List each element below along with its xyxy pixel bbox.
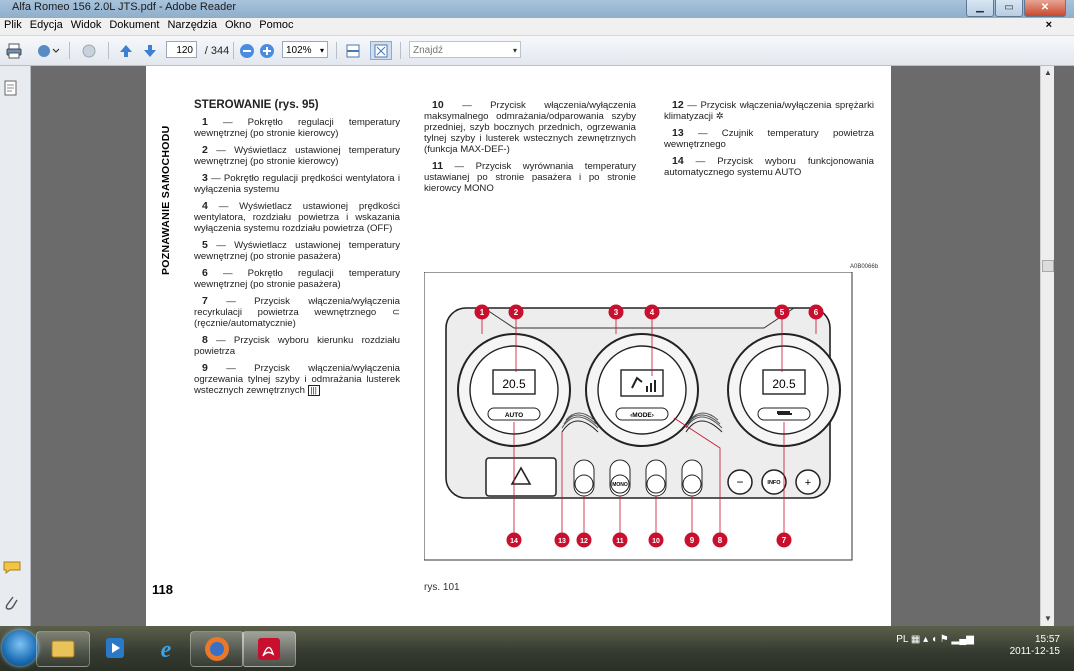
text-column-2 — [424, 100, 636, 200]
mode-button-label: ‹MODE› — [630, 412, 654, 419]
menu-pomoc[interactable]: Pomoc — [259, 19, 294, 31]
menu-dokument[interactable]: Dokument — [109, 19, 160, 31]
find-placeholder: Znajdź — [413, 45, 444, 56]
item-number: 4 — [202, 200, 208, 212]
svg-text:e: e — [160, 637, 172, 663]
callout-6: 6 — [813, 308, 819, 317]
item-number: 14 — [672, 155, 684, 167]
item-number: 5 — [202, 239, 208, 251]
zoom-out-icon[interactable] — [238, 41, 256, 60]
mono-button-label: MONO — [612, 482, 628, 488]
clock-time: 15:57 — [1034, 634, 1060, 645]
menu-widok[interactable]: Widok — [70, 19, 102, 31]
item-text: — Wyświetlacz ustawionej temperatury wewnętrznej (po stronie kierowcy) — [194, 145, 400, 167]
network-signal-icon[interactable]: ▂▄▆ — [951, 634, 974, 645]
keyboard-icon[interactable]: ▦ — [910, 634, 921, 645]
zoom-value: 102% — [286, 45, 312, 56]
previous-page-icon[interactable] — [117, 41, 135, 60]
callout-9: 9 — [689, 536, 695, 545]
start-orb-icon[interactable] — [2, 630, 38, 666]
item-10 — [424, 100, 636, 155]
full-screen-icon[interactable] — [370, 41, 392, 60]
item-text: — Przycisk włączenia/wyłączenia recyrkulacji powietrza wewnętrznego ⊂ (ręcznie/automatycznie) — [194, 296, 400, 329]
volume-icon[interactable]: ◖ — [930, 634, 937, 645]
callout-14: 14 — [510, 538, 518, 545]
media-player-taskbar-button[interactable] — [88, 631, 142, 667]
section-heading: STEROWANIE (rys. 95) — [194, 99, 319, 111]
page-number: 118 — [152, 582, 173, 597]
item-14 — [664, 156, 874, 178]
menu-bar — [0, 18, 1074, 36]
maximize-button[interactable]: ▭ — [995, 0, 1023, 17]
callout-3: 3 — [613, 308, 619, 317]
chevron-down-icon: ▾ — [319, 46, 324, 55]
firefox-icon — [191, 632, 243, 666]
comment-icon[interactable] — [2, 560, 22, 579]
hazard-button — [486, 458, 556, 496]
item-number: 9 — [202, 362, 208, 374]
firefox-taskbar-button[interactable] — [190, 631, 244, 667]
item-11 — [424, 161, 636, 194]
callout-1: 1 — [479, 308, 485, 317]
item-text: — Pokrętło regulacji prędkości wentylatora i wyłączenia systemu — [194, 173, 400, 195]
clock[interactable] — [1010, 634, 1060, 658]
internet-explorer-icon — [140, 631, 192, 665]
text-column-1 — [194, 100, 400, 402]
media-player-icon — [88, 631, 140, 665]
item-number: 10 — [432, 99, 444, 111]
collaborate-icon[interactable] — [78, 41, 100, 60]
item-number: 3 — [202, 172, 208, 184]
page-number-input[interactable]: 120 — [166, 41, 197, 58]
folder-icon — [37, 632, 89, 666]
item-text: — Przycisk włączenia/wyłączenia ogrzewania tylnej szyby i odmrażania lusterek wstecznych zewnętrznych — [194, 363, 400, 396]
figure-code: A0B0066b — [850, 264, 879, 270]
right-temperature-display: 20.5 — [772, 377, 796, 391]
item-number: 11 — [432, 160, 444, 172]
internet-explorer-taskbar-button[interactable] — [140, 631, 194, 667]
item-text: — Pokrętło regulacji temperatury wewnętrznej (po stronie pasażera) — [194, 268, 401, 290]
callout-5: 5 — [779, 308, 785, 317]
toolbar — [0, 36, 1074, 66]
adobe-reader-taskbar-button[interactable] — [242, 631, 296, 667]
share-icon[interactable] — [34, 41, 62, 60]
item-text: — Przycisk wyboru kierunku rozdziału powietrza — [194, 335, 400, 357]
menu-edycja[interactable]: Edycja — [29, 19, 63, 31]
find-input[interactable] — [409, 41, 521, 58]
rear-defrost-icon: ||| — [308, 385, 320, 396]
figure-caption: rys. 101 — [424, 582, 460, 593]
next-page-icon[interactable] — [141, 41, 159, 60]
callout-7: 7 — [781, 536, 787, 545]
window-title: Alfa Romeo 156 2.0L JTS.pdf - Adobe Reader — [12, 1, 237, 13]
item-9 — [194, 363, 400, 396]
item-number: 1 — [202, 116, 208, 128]
clock-date: 2011-12-15 — [1009, 646, 1060, 657]
item-12 — [664, 100, 874, 122]
callout-8: 8 — [717, 536, 723, 545]
auto-button-label: AUTO — [504, 412, 524, 419]
item-3 — [194, 173, 400, 195]
callout-13: 13 — [558, 538, 566, 545]
item-7 — [194, 296, 400, 329]
callout-10: 10 — [652, 538, 660, 545]
info-button-label: INFO — [767, 480, 781, 486]
climate-panel-figure — [424, 272, 854, 562]
text-column-3 — [664, 100, 874, 184]
tray-expand-icon[interactable]: ▴ — [923, 634, 929, 645]
side-label-text: POZNAWANIE SAMOCHODU — [160, 125, 172, 275]
item-text: — Przycisk włączenia/wyłączenia sprężarki klimatyzacji ✲ — [664, 100, 874, 122]
item-number: 6 — [202, 267, 208, 279]
zoom-in-icon[interactable] — [258, 41, 276, 60]
scroll-thumb[interactable] — [1042, 260, 1054, 272]
left-temperature-display: 20.5 — [502, 377, 526, 391]
callout-4: 4 — [649, 308, 655, 317]
item-4 — [194, 201, 400, 234]
plus-button-label: + — [804, 477, 812, 489]
system-tray — [896, 634, 974, 645]
find-dropdown-icon[interactable]: ▾ — [512, 46, 517, 55]
item-2 — [194, 145, 400, 167]
callout-11: 11 — [616, 538, 624, 545]
vertical-scrollbar[interactable] — [1040, 66, 1055, 626]
window-edge — [1054, 66, 1074, 626]
item-6 — [194, 268, 400, 290]
fit-width-icon[interactable] — [343, 41, 363, 60]
callout-12: 12 — [580, 538, 588, 545]
callout-2: 2 — [513, 308, 519, 317]
item-text: — Pokrętło regulacji temperatury wewnętrznej (po stronie kierowcy) — [194, 117, 401, 139]
scroll-up-icon[interactable]: ▲ — [1044, 68, 1052, 77]
item-text: — Wyświetlacz ustawionej temperatury wewnętrznej (po stronie pasażera) — [194, 240, 400, 262]
navigation-pane — [0, 66, 31, 626]
item-1 — [194, 117, 400, 139]
fan-speed-knob — [586, 334, 698, 446]
title-bar — [0, 0, 1074, 18]
section-side-label — [150, 100, 170, 275]
close-button[interactable]: ✕ — [1024, 0, 1066, 17]
taskbar — [0, 626, 1074, 671]
item-text: — Przycisk włączenia/wyłączenia maksymalnego odmrażania/odparowania szyby przedniej, szyb bocznych przednich, ogrzewania tylnej szyby i lusterek wstecznych zewnętrznych (funkcja MAX-DEF-) — [424, 100, 636, 155]
item-number: 12 — [672, 99, 684, 111]
minimize-button[interactable]: ▁ — [966, 0, 994, 17]
explorer-taskbar-button[interactable] — [36, 631, 90, 667]
menu-plik[interactable]: Plik — [4, 19, 22, 31]
menu-narzedzia[interactable]: Narzędzia — [167, 19, 217, 31]
item-5 — [194, 240, 400, 262]
item-text: — Przycisk wyrównania temperatury ustawianej po stronie pasażera i po stronie kierowcy MONO — [424, 161, 636, 194]
page-total: / 344 — [204, 44, 230, 57]
menu-okno[interactable]: Okno — [225, 19, 252, 31]
flag-icon[interactable]: ⚑ — [939, 634, 949, 645]
attachment-icon[interactable] — [3, 594, 19, 617]
item-13 — [664, 128, 874, 150]
scroll-down-icon[interactable]: ▼ — [1044, 614, 1052, 623]
close-document-button[interactable]: × — [1045, 19, 1052, 31]
item-number: 7 — [202, 295, 208, 307]
item-text: — Czujnik temperatury powietrza wewnętrznego — [664, 128, 875, 150]
language-indicator[interactable]: PL — [896, 634, 909, 645]
item-number: 13 — [672, 127, 684, 139]
item-number: 8 — [202, 334, 208, 346]
item-number: 2 — [202, 144, 208, 156]
item-text: — Przycisk wyboru funkcjonowania automatycznego systemu AUTO — [664, 156, 874, 178]
minus-button-label: − — [736, 475, 744, 489]
print-icon[interactable] — [4, 41, 24, 60]
item-8 — [194, 335, 400, 357]
pages-icon[interactable] — [4, 80, 18, 101]
adobe-reader-icon — [243, 632, 295, 666]
item-text: — Wyświetlacz ustawionej prędkości wentylatora, rozdziału powietrza i wskazania wyłączenia systemu rozdziału powietrza (OFF) — [194, 201, 400, 234]
zoom-select[interactable] — [282, 41, 328, 58]
